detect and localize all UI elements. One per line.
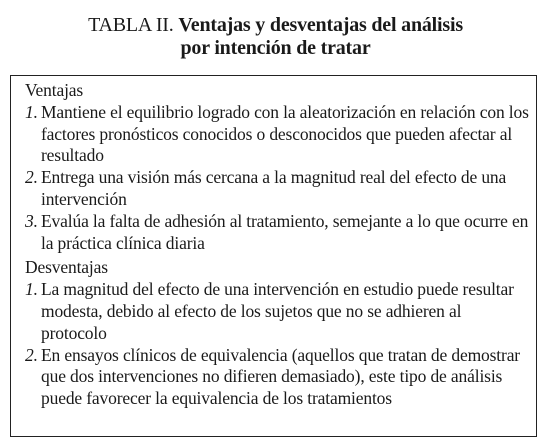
item-number: 1.	[25, 279, 38, 300]
item-text: La magnitud del efecto de una intervención en estudio puede resultar modesta, debido al efecto de los sujetos que no se adhieren al protocolo	[41, 279, 514, 343]
item-text: En ensayos clínicos de equivalencia (aquellos que tratan de demostrar que dos intervenciones no difieren demasiado), este tipo de análisis puede favorecer la equivalencia de los tratamientos	[41, 344, 520, 409]
section-heading-desventajas: Desventajas	[25, 257, 108, 278]
item-text: Entrega una visión más cercana a la magnitud real del efecto de una intervención	[41, 167, 507, 209]
list-item	[25, 211, 530, 255]
list-item	[25, 279, 530, 344]
table-title-line-1: Ventajas y desventajas del análisis	[178, 14, 463, 36]
item-number: 3.	[25, 210, 38, 231]
list-item	[25, 345, 530, 410]
table-box	[10, 75, 537, 437]
list-item	[25, 167, 530, 211]
item-number: 2.	[25, 167, 38, 188]
item-number: 1.	[25, 101, 38, 122]
table-title-line-2: por intención de tratar	[180, 37, 371, 59]
list-item	[25, 102, 530, 167]
section-heading-ventajas: Ventajas	[25, 80, 84, 100]
section-desventajas	[25, 257, 530, 410]
table-caption-line-1	[0, 14, 551, 37]
table-caption	[0, 14, 551, 60]
section-ventajas	[25, 80, 530, 254]
table-label: TABLA II.	[88, 14, 174, 36]
item-text: Mantiene el equilibrio logrado con la aleatorización en relación con los factores pronósticos conocidos o desconocidos que pueden afectar al resultado	[41, 101, 529, 166]
item-text: Evalúa la falta de adhesión al tratamiento, semejante a lo que ocurre en la práctica clínica diaria	[41, 210, 529, 253]
item-number: 2.	[25, 344, 38, 365]
